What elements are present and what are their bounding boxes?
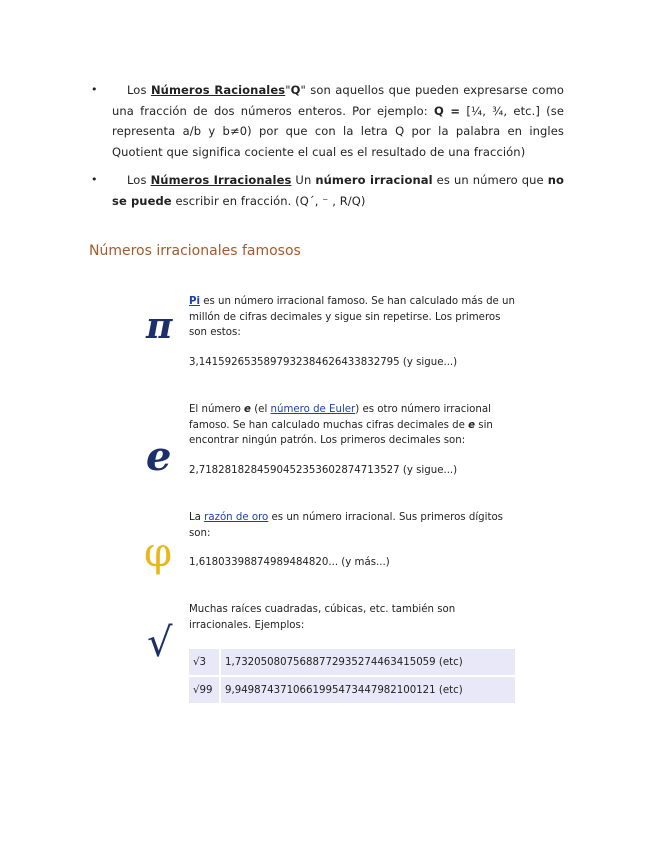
e-text: El número <box>189 404 245 415</box>
bullet-text: Un <box>291 173 316 187</box>
pi-text: es un número irracional famoso. Se han calculado más de un millón de cifras decimales y sigue sin repetirse. Los primeros son estos: <box>189 296 515 338</box>
euler-link[interactable]: número de Euler <box>270 404 356 415</box>
bold-cannot: no se puede <box>112 173 565 208</box>
letter-q: Q <box>290 83 301 97</box>
e-paragraph <box>189 402 519 449</box>
bullet-list <box>88 80 564 219</box>
roots-block <box>189 602 519 633</box>
table-row <box>189 649 515 675</box>
pi-icon: π <box>146 305 173 347</box>
roots-paragraph: Muchas raíces cuadradas, cúbicas, etc. también son irracionales. Ejemplos: <box>189 604 456 631</box>
bullet-text: Los <box>127 173 151 187</box>
pi-block <box>189 294 519 370</box>
bullet-rational <box>88 80 564 162</box>
table-row <box>189 677 515 703</box>
bold-irrational-number: número irracional <box>315 173 433 187</box>
pi-digits: 3,1415926535897932384626433832795 (y sigue...) <box>189 356 458 368</box>
phi-text: es un número irracional. Sus primeros dígitos son: <box>189 512 503 539</box>
bullet-text: escribir en fracción. (Q´, ⁻ , R/Q) <box>171 193 366 208</box>
phi-text: La <box>189 512 205 523</box>
quote-close: " <box>300 83 306 97</box>
root-value: 1,7320508075688772935274463415059 (etc) <box>221 649 515 675</box>
bullet-text: son aquellos que pueden expresarse como una fracción de dos números enteros. Por ejemplo: <box>112 83 565 118</box>
root-label: √3 <box>189 649 221 675</box>
phi-digits: 1,61803398874989484820... (y más...) <box>189 557 390 568</box>
phi-block <box>189 510 519 571</box>
roots-table <box>189 647 515 705</box>
term-rational: Números Racionales <box>150 83 286 97</box>
term-irrational: Números Irracionales <box>150 173 292 187</box>
golden-ratio-link[interactable]: razón de oro <box>204 512 269 523</box>
root-label: √99 <box>189 677 221 703</box>
example-q: Q = <box>433 103 461 118</box>
e-letter: e <box>468 419 476 431</box>
section-heading: Números irracionales famosos <box>89 243 301 259</box>
e-digits: 2,7182818284590452353602874713527 (y sigue...) <box>189 464 458 476</box>
bullet-dot: • <box>91 173 98 186</box>
e-letter: e <box>244 404 251 415</box>
bullet-text: es un número que <box>432 173 548 187</box>
bullet-text: Los <box>127 83 151 97</box>
e-text: ) es otro número irracional famoso. Se han calculado muchas cifras decimales de <box>189 404 491 431</box>
phi-paragraph <box>189 510 519 541</box>
e-text: (el <box>250 404 271 415</box>
pi-paragraph <box>189 294 519 341</box>
bullet-dot: • <box>91 83 98 96</box>
quote-open: " <box>285 83 291 97</box>
root-value: 9,9498743710661995473447982100121 (etc) <box>221 677 515 703</box>
phi-icon: φ <box>144 530 173 576</box>
pi-link[interactable]: Pi <box>189 296 200 307</box>
e-icon: e <box>146 433 172 480</box>
bullet-text: [¼, ¾, etc.] (se representa a/b y b≠0) por que con la letra Q por la palabra en ingles Quotient que significa cociente el cual es el resultado de una fracción) <box>112 103 565 159</box>
sqrt-icon: √ <box>147 620 173 666</box>
bullet-irrational <box>88 170 564 211</box>
e-block <box>189 402 519 478</box>
e-text: sin encontrar ningún patrón. Los primeros decimales son: <box>189 419 493 446</box>
